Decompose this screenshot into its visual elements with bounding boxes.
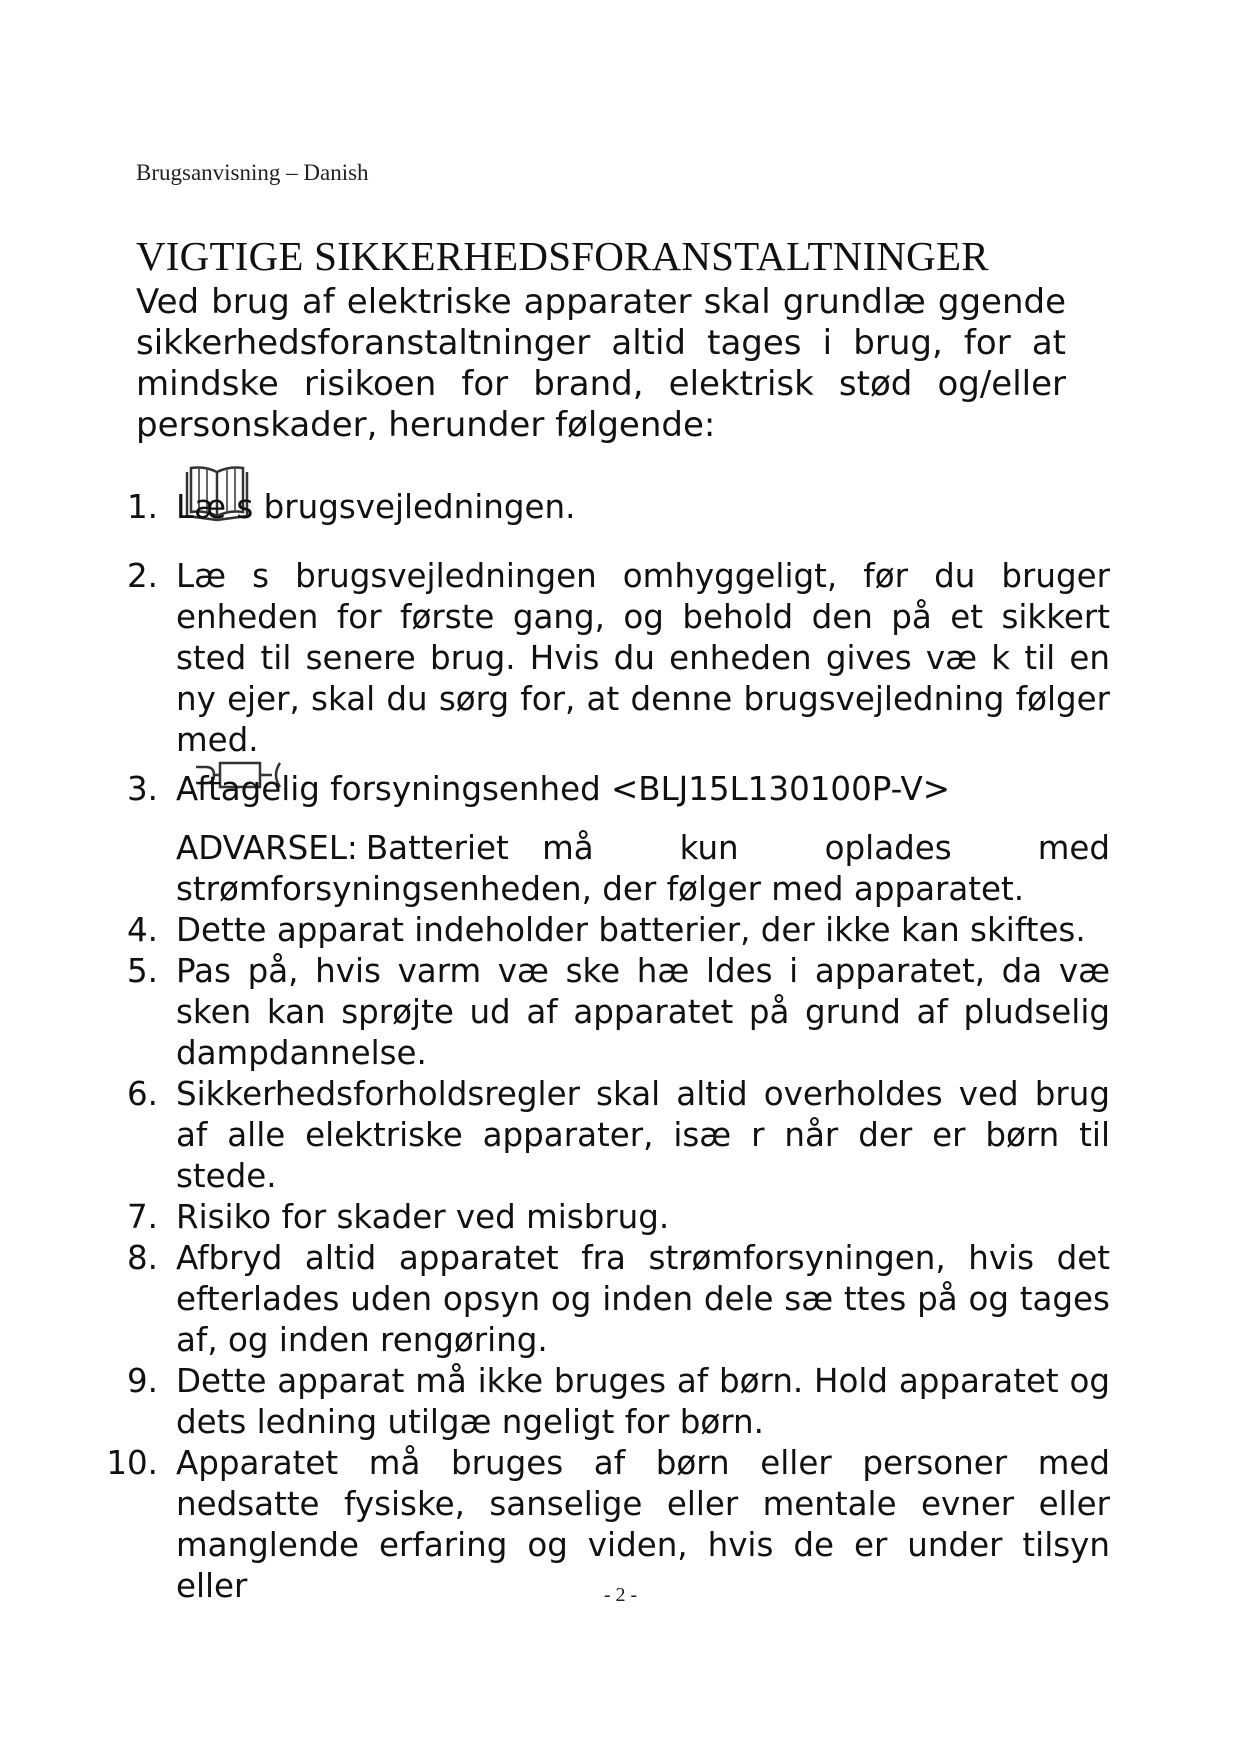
- page-title: VIGTIGE SIKKERHEDSFORANSTALTNINGER: [136, 233, 989, 279]
- item-text: Læ s brugsvejledningen.: [176, 488, 576, 526]
- manual-icon-wrap: [176, 487, 575, 528]
- item-number: 8.: [126, 1239, 158, 1277]
- item-text: Pas på, hvis varm væ ske hæ ldes i apparatet, da væ sken kan sprøjte ud af apparatet på grund af pludselig dampdannelse.: [176, 952, 1110, 1072]
- list-item-4: [100, 910, 1110, 951]
- warning-word: kun: [679, 829, 739, 867]
- item-number: 9.: [126, 1362, 158, 1400]
- item-number: 4.: [126, 911, 158, 949]
- warning-label: ADVARSEL:: [176, 829, 358, 867]
- item-number: 5.: [126, 952, 158, 990]
- item-text: Risiko for skader ved misbrug.: [176, 1198, 670, 1236]
- item-number: 6.: [126, 1075, 158, 1113]
- header-label: Brugsanvisning – Danish: [136, 160, 369, 185]
- item-text: Dette apparat må ikke bruges af børn. Hold apparatet og dets ledning utilgæ ngeligt for børn.: [176, 1362, 1110, 1441]
- warning-line-2: strømforsyningsenheden, der følger med apparatet.: [176, 870, 1025, 908]
- item-text: Sikkerhedsforholdsregler skal altid overholdes ved brug af alle elektriske apparater, isæ r når der er børn til stede.: [176, 1075, 1110, 1195]
- warning-word: oplades: [824, 829, 952, 867]
- warning-word: Batteriet: [365, 829, 509, 867]
- item-text: Afbryd altid apparatet fra strømforsyningen, hvis det efterlades uden opsyn og inden dele sæ ttes på og tages af, og inden rengøring.: [176, 1239, 1110, 1359]
- item-number: 3.: [126, 770, 158, 808]
- item-text: Apparatet må bruges af børn eller personer med nedsatte fysiske, sanselige eller mentale evner eller manglende erfaring og viden, hvis de er under tilsyn eller: [176, 1444, 1110, 1605]
- list-item-8: [100, 1238, 1110, 1361]
- list-item-10: [100, 1443, 1110, 1607]
- list-item-7: [100, 1197, 1110, 1238]
- list-item-3: [100, 769, 1110, 810]
- item-text: Aftagelig forsyningsenhed <BLJ15L130100P-V>: [176, 770, 950, 808]
- psu-icon-wrap: [176, 769, 950, 810]
- item-number: 2.: [126, 557, 158, 595]
- item-number: 10.: [106, 1444, 158, 1482]
- list-item-1: [100, 487, 1110, 528]
- list-item-5: [100, 951, 1110, 1074]
- item-number: 7.: [126, 1198, 158, 1236]
- list-item-6: [100, 1074, 1110, 1197]
- safety-list: [100, 487, 1110, 1607]
- list-item-9: [100, 1361, 1110, 1443]
- intro-paragraph: Ved brug af elektriske apparater skal grundlæ ggende sikkerhedsforanstaltninger altid tages i brug, for at mindske risikoen for brand, elektrisk stød og/eller personskader, herunder følgende:: [136, 282, 1066, 445]
- warning-word: må: [542, 829, 594, 867]
- item-text: Læ s brugsvejledningen omhyggeligt, før du bruger enheden for første gang, og behold den på et sikkert sted til senere brug. Hvis du enheden gives væ k til en ny ejer, skal du sørg for, at denne brugsvejledning følger med.: [176, 557, 1110, 759]
- item-text: Dette apparat indeholder batterier, der ikke kan skiftes.: [176, 911, 1086, 949]
- page-number: - 2 -: [603, 1584, 638, 1606]
- warning-word: med: [1037, 829, 1110, 867]
- battery-warning: [100, 828, 1110, 910]
- item-number: 1.: [126, 488, 158, 526]
- list-item-2: [100, 556, 1110, 761]
